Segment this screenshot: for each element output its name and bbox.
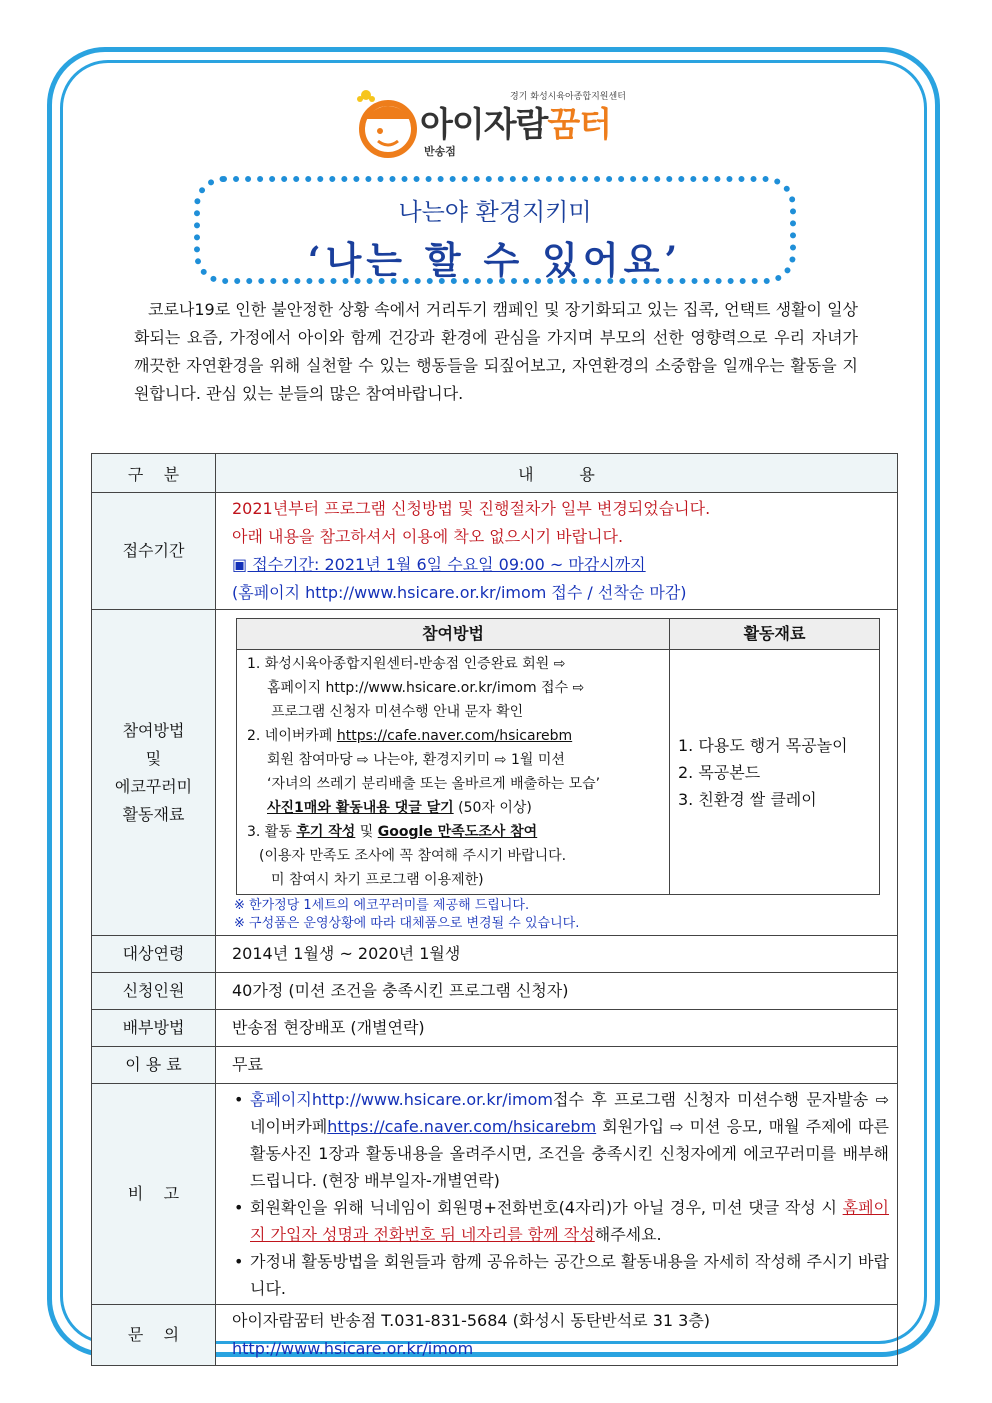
naver-cafe-link[interactable]: https://cafe.naver.com/hsicarebm <box>336 728 573 744</box>
reception-homepage[interactable]: (홈페이지 http://www.hsicare.or.kr/imom 접수 / 선착순 마감) <box>232 583 687 602</box>
label-distribution: 배부방법 <box>92 1010 216 1047</box>
label-participation-4: 활동재료 <box>122 804 185 824</box>
remark-item-2 <box>232 1194 889 1248</box>
step2-line3: ‘자녀의 쓰레기 분리배출 또는 올바르게 배출하는 모습’ <box>267 776 601 792</box>
participation-inner-table <box>236 618 880 895</box>
label-fee: 이 용 료 <box>92 1047 216 1084</box>
label-participation-2: 및 <box>145 748 162 768</box>
step2-line4 <box>245 796 661 820</box>
logo-name <box>420 97 611 146</box>
label-participation-3: 에코꾸러미 <box>114 776 193 796</box>
homepage-link[interactable]: 홈페이지http://www.hsicare.or.kr/imom <box>250 1090 554 1109</box>
content-distribution: 반송점 현장배포 (개별연락) <box>216 1010 898 1047</box>
logo-org-name: 경기 화성시육아종합지원센터 <box>510 92 626 102</box>
label-capacity: 신청인원 <box>92 973 216 1010</box>
content-reception <box>216 493 898 610</box>
content-age: 2014년 1월생 ~ 2020년 1월생 <box>216 936 898 973</box>
content-fee: 무료 <box>216 1047 898 1084</box>
step3-line1 <box>245 820 661 844</box>
label-age: 대상연령 <box>92 936 216 973</box>
intro-paragraph: 코로나19로 인한 불안정한 상황 속에서 거리두기 캠페인 및 장기화되고 있는 집콕, 언택트 생활이 일상화되는 요즘, 가정에서 아이와 함께 건강과 환경에 관심을 가지며 부모의 선한 영향력으로 우리 자녀가 깨끗한 자연환경을 위해 실천할 수 있는 행동들을 되짚어보고, 자연환경의 소중함을 일깨우는 활동을 지원합니다. 관심 있는 분들의 많은 참여바랍니다. <box>134 300 858 403</box>
remark-1-text-2: 회원가입 ⇨ 미션 응모, 매월 주제에 따른 활동사진 1장과 활동내용을 올려주시면, 조건을 충족시킨 신청자에게 에코꾸러미를 배부해드립니다. (현장 배부일자-개별연락) <box>250 1117 889 1190</box>
materials-cell <box>670 650 880 895</box>
logo-name-part1: 아이자람 <box>420 105 548 145</box>
reception-period: ▣ 접수기간: 2021년 1월 6일 수요일 09:00 ~ 마감시까지 <box>232 555 646 574</box>
smiley-face-icon <box>352 85 422 165</box>
note-2: ※ 구성품은 운영상황에 따라 대체품으로 변경될 수 있습니다. <box>234 916 580 931</box>
table-row-distribution <box>92 1010 898 1047</box>
table-row-contact <box>92 1305 898 1366</box>
note-1: ※ 한가정당 1세트의 에코꾸러미를 제공해 드립니다. <box>234 898 530 913</box>
remark-2-text: 회원확인을 위해 닉네임이 회원명+전화번호(4자리)가 아닐 경우, 미션 댓글 작성 시 <box>250 1198 843 1217</box>
header-content: 내 용 <box>216 454 898 493</box>
material-item: 1. 다용도 행거 목공놀이 <box>678 735 848 755</box>
reception-notice-1: 2021년부터 프로그램 신청방법 및 진행절차가 일부 변경되었습니다. <box>232 499 711 518</box>
step1-line1: 1. 화성시육아종합지원센터-반송점 인증완료 회원 ⇨ <box>247 656 566 672</box>
logo-name-part2: 꿈터 <box>547 105 612 145</box>
remark-2-highlight: 홈페이지 가입자 성명과 전화번호 뒤 네자리를 함께 작성 <box>250 1198 889 1244</box>
material-item: 2. 목공본드 <box>678 762 761 782</box>
logo <box>352 85 652 165</box>
table-row-fee <box>92 1047 898 1084</box>
step1-line3: 프로그램 신청자 미션수행 안내 문자 확인 <box>271 704 524 720</box>
label-contact: 문 의 <box>92 1305 216 1366</box>
naver-cafe-link-2[interactable]: https://cafe.naver.com/hsicarebm <box>327 1117 597 1136</box>
step3-prefix: 3. 활동 <box>247 824 297 840</box>
content-remarks <box>216 1084 898 1305</box>
remark-item-3: • 가정내 활동방법을 회원들과 함께 공유하는 공간으로 활동내용을 자세히 작성해 주시기 바랍니다. <box>232 1248 889 1302</box>
material-item: 3. 친환경 쌀 클레이 <box>678 789 817 809</box>
step2-prefix: 2. 네이버카페 <box>247 728 337 744</box>
inner-header-method: 참여방법 <box>237 619 670 650</box>
step3-note2: 미 참여시 차기 프로그램 이용제한) <box>271 872 484 888</box>
logo-branch: 반송점 <box>424 145 456 158</box>
info-table <box>91 453 898 1366</box>
label-participation-1: 참여방법 <box>122 720 185 740</box>
step1-line2[interactable]: 홈페이지 http://www.hsicare.or.kr/imom 접수 ⇨ <box>267 680 585 696</box>
label-reception: 접수기간 <box>92 493 216 610</box>
content-participation <box>216 610 898 936</box>
table-row-age <box>92 936 898 973</box>
table-row-reception <box>92 493 898 610</box>
content-contact <box>216 1305 898 1366</box>
step2-line1 <box>245 724 661 748</box>
title-box <box>194 176 796 284</box>
contact-link[interactable]: http://www.hsicare.or.kr/imom <box>232 1339 474 1358</box>
header-category: 구 분 <box>92 454 216 493</box>
table-row-remarks <box>92 1084 898 1305</box>
remark-item-1 <box>232 1086 889 1194</box>
method-steps <box>237 650 670 895</box>
table-header-row <box>92 454 898 493</box>
title-line1: 나는야 환경지키미 <box>398 198 592 226</box>
step2-bold: 사진1매와 활동내용 댓글 달기 <box>267 800 454 816</box>
title-line2: ‘나는 할 수 있어요’ <box>307 238 683 282</box>
table-row-participation <box>92 610 898 936</box>
label-remarks: 비 고 <box>92 1084 216 1305</box>
inner-header-material: 활동재료 <box>670 619 880 650</box>
remark-1-text: 접수 후 프로그램 신청자 미션수행 문자발송 ⇨ 네이버카페 <box>250 1090 889 1136</box>
step2-line2: 회원 참여마당 ⇨ 나는야, 환경지키미 ⇨ 1월 미션 <box>267 752 565 768</box>
reception-notice-2: 아래 내용을 참고하셔서 이용에 착오 없으시기 바랍니다. <box>232 527 624 546</box>
remark-2-text-2: 해주세요. <box>594 1225 662 1244</box>
step3-mid: 및 <box>355 824 378 840</box>
step3-survey: Google 만족도조사 참여 <box>377 824 538 840</box>
content-capacity: 40가정 (미션 조건을 충족시킨 프로그램 신청자) <box>216 973 898 1010</box>
table-row-capacity <box>92 973 898 1010</box>
label-participation <box>92 610 216 936</box>
step3-note1: (이용자 만족도 조사에 꼭 참여해 주시기 바랍니다. <box>259 848 567 864</box>
step2-rest: (50자 이상) <box>453 800 532 816</box>
contact-info: 아이자람꿈터 반송점 T.031-831-5684 (화성시 동탄반석로 31 3층) <box>232 1311 711 1330</box>
step3-review: 후기 작성 <box>296 824 356 840</box>
